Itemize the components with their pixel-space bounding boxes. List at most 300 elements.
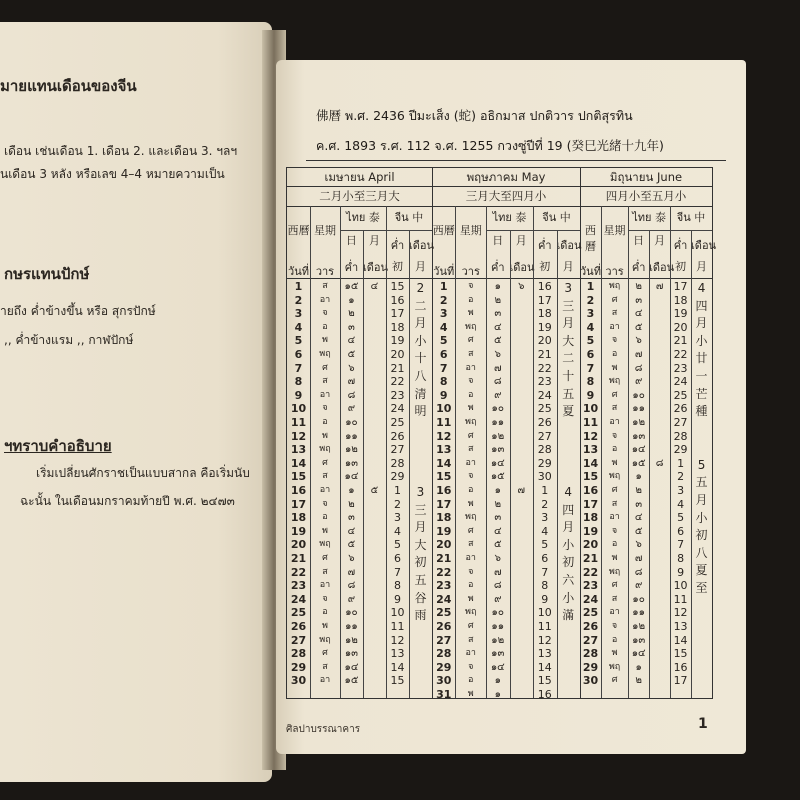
column-header-text: ไทย 泰 <box>632 211 666 224</box>
day-number: 3 <box>439 307 448 321</box>
column-divider <box>691 230 692 698</box>
thai-lunar-day: ๑๑ <box>345 621 358 632</box>
weekday-abbr: อา <box>609 321 620 332</box>
chinese-lunar-day: 12 <box>390 633 405 647</box>
thai-lunar-day: ๑๐ <box>632 593 645 605</box>
weekday-abbr: ศ <box>322 553 328 563</box>
thai-lunar-day: ๑๔ <box>344 661 359 673</box>
chinese-lunar-day: 22 <box>673 348 688 361</box>
thai-lunar-month: ๕ <box>370 485 379 496</box>
day-number: 18 <box>582 511 599 525</box>
thai-lunar-day: ๑ <box>494 281 501 292</box>
day-number: 13 <box>582 443 599 457</box>
weekday-abbr: ศ <box>322 362 328 373</box>
column-header-text: จีน 中 <box>676 211 706 224</box>
thai-lunar-day: ๓ <box>348 321 355 333</box>
left-heading-chinese-months: มายแทนเดือนของจีน <box>0 77 137 95</box>
thai-lunar-day: ๗ <box>347 566 356 578</box>
thai-lunar-day: ๔ <box>347 525 356 537</box>
thai-lunar-day: ๕ <box>634 525 643 537</box>
thai-lunar-day: ๙ <box>634 376 643 388</box>
weekday-abbr: พฤ <box>319 349 331 359</box>
day-number: 27 <box>436 633 452 647</box>
day-number: 14 <box>290 456 307 470</box>
weekday-abbr: พ <box>611 648 618 659</box>
thai-lunar-day: ๑๓ <box>632 634 646 646</box>
chinese-lunar-day: 9 <box>677 565 685 579</box>
weekday-abbr: อา <box>319 294 331 305</box>
chinese-lunar-day: 6 <box>677 524 685 538</box>
column-header-text: 日 <box>492 234 504 247</box>
weekday-abbr: ส <box>468 539 474 550</box>
thai-lunar-day: ๖ <box>494 553 501 564</box>
column-header-text: 星期 <box>603 224 626 237</box>
weekday-abbr: ศ <box>611 580 618 591</box>
chinese-month-label: 2 二 月 小 十 八 清 明 <box>414 281 427 419</box>
chinese-header-divider <box>386 230 432 231</box>
chinese-month-label: 3 三 月 大 初 五 谷 雨 <box>414 485 427 623</box>
calendar-table <box>286 167 717 701</box>
chinese-lunar-day: 23 <box>390 388 405 402</box>
day-number: 9 <box>586 388 595 402</box>
chinese-lunar-day: 1 <box>677 456 685 470</box>
thai-lunar-day: ๓ <box>635 498 643 510</box>
weekday-abbr: อา <box>609 607 620 618</box>
weekday-abbr: พ <box>467 498 474 509</box>
chinese-lunar-day: 23 <box>673 361 688 375</box>
day-number: 25 <box>436 606 452 620</box>
weekday-abbr: ส <box>322 376 328 387</box>
thai-lunar-day: ๒ <box>635 675 642 687</box>
chinese-lunar-day: 5 <box>393 538 401 552</box>
weekday-abbr: ส <box>322 661 328 672</box>
column-header-text: 月 <box>368 234 380 247</box>
day-number: 1 <box>439 280 448 293</box>
weekday-abbr: อา <box>465 648 476 659</box>
chinese-lunar-day: 1 <box>393 484 401 497</box>
day-number: 15 <box>582 470 599 484</box>
chinese-lunar-day: 26 <box>537 416 552 429</box>
thai-lunar-day: ๔ <box>347 335 356 347</box>
chinese-lunar-day: 4 <box>393 524 401 538</box>
thai-header-divider <box>628 230 670 231</box>
thai-lunar-day: ๙ <box>347 593 356 605</box>
weekday-abbr: พฤ <box>608 376 621 387</box>
chinese-month-label: 4 四 月 小 初 六 小 滿 <box>562 485 575 623</box>
weekday-abbr: จ <box>322 498 328 509</box>
day-number: 12 <box>290 429 307 443</box>
day-number: 19 <box>582 524 599 538</box>
day-number: 29 <box>290 660 307 674</box>
chinese-lunar-day: 24 <box>390 402 405 416</box>
weekday-abbr: อ <box>468 389 474 400</box>
day-number: 20 <box>436 538 452 552</box>
chinese-lunar-day: 18 <box>673 293 688 307</box>
thai-lunar-day: ๖ <box>635 539 642 551</box>
weekday-abbr: พฤ <box>319 634 331 645</box>
chinese-lunar-day: 18 <box>390 320 405 334</box>
chinese-lunar-day: 7 <box>677 538 685 552</box>
column-header-text: 日 <box>345 234 357 247</box>
month-name: เมษายน April <box>287 168 432 187</box>
column-header-text: จีน 中 <box>542 211 571 224</box>
thai-lunar-day: ๑๐ <box>491 607 504 619</box>
thai-lunar-day: ๑๓ <box>491 648 505 660</box>
chinese-lunar-day: 17 <box>673 674 688 688</box>
chinese-lunar-day: 24 <box>673 375 688 389</box>
day-number: 27 <box>582 633 599 647</box>
day-number: 12 <box>436 429 452 443</box>
day-number: 7 <box>294 361 303 375</box>
chinese-lunar-day: 16 <box>537 280 552 293</box>
chinese-lunar-day: 1 <box>541 484 549 497</box>
thai-lunar-day: ๗ <box>634 349 643 360</box>
day-number: 8 <box>294 375 303 389</box>
weekday-abbr: ศ <box>611 675 618 686</box>
thai-lunar-day: ๑ <box>635 661 642 673</box>
column-header-text: 初 <box>391 260 403 273</box>
thai-lunar-day: ๑๔ <box>631 444 646 456</box>
column-header-text: เดือน <box>509 261 535 274</box>
weekday-abbr: พ <box>611 457 618 468</box>
column-divider <box>409 230 410 698</box>
thai-lunar-day: ๓ <box>494 308 502 320</box>
thai-lunar-day: ๑๓ <box>344 457 359 469</box>
column-header-text: ค่ำ <box>491 261 505 274</box>
thai-header-divider <box>340 230 386 231</box>
chinese-lunar-day: 28 <box>673 429 688 443</box>
day-number: 18 <box>290 511 307 525</box>
column-header-text: วันที่ <box>288 265 309 278</box>
weekday-abbr: พฤ <box>608 281 621 291</box>
chinese-lunar-day: 3 <box>393 511 401 525</box>
chinese-lunar-day: 29 <box>390 470 405 484</box>
thai-lunar-day: ๑๓ <box>632 430 646 442</box>
weekday-abbr: อ <box>611 349 618 359</box>
day-number: 19 <box>290 524 307 538</box>
chinese-lunar-day: 11 <box>537 620 552 633</box>
day-number: 28 <box>582 647 599 661</box>
day-number: 4 <box>439 320 448 334</box>
thai-lunar-day: ๑๐ <box>632 389 645 401</box>
thai-lunar-day: ๑๐ <box>345 417 358 428</box>
thai-lunar-day: ๖ <box>348 553 355 564</box>
thai-lunar-day: ๑๕ <box>631 457 646 469</box>
column-header-text: ค่ำ <box>631 261 646 274</box>
thai-lunar-day: ๑ <box>494 675 501 687</box>
day-number: 3 <box>586 307 595 321</box>
column-header-text: 月 <box>414 260 426 273</box>
weekday-abbr: จ <box>611 621 618 631</box>
day-number: 10 <box>436 402 452 416</box>
thai-lunar-day: ๘ <box>493 580 502 592</box>
chinese-lunar-day: 16 <box>673 660 688 674</box>
day-number: 22 <box>290 565 307 579</box>
chinese-lunar-day: 8 <box>393 579 401 593</box>
thai-lunar-day: ๑๕ <box>490 471 505 483</box>
thai-lunar-day: ๘ <box>634 566 643 578</box>
weekday-abbr: จ <box>468 661 474 672</box>
thai-lunar-day: ๓ <box>635 294 643 306</box>
left-text-line: ,, ค่ำข้างแรม ,, กาฬปักษ์ <box>4 333 134 347</box>
weekday-abbr: จ <box>468 281 474 291</box>
thai-lunar-month: ๗ <box>517 485 526 496</box>
chinese-lunar-day: 19 <box>390 334 405 348</box>
thai-lunar-day: ๑ <box>494 689 501 700</box>
thai-lunar-day: ๒ <box>348 308 355 320</box>
chinese-lunar-day: 20 <box>390 348 405 361</box>
column-header-text: ค่ำ <box>344 261 359 274</box>
chinese-lunar-day: 4 <box>677 497 685 511</box>
weekday-abbr: ศ <box>467 621 474 631</box>
day-number: 15 <box>436 470 452 484</box>
chinese-lunar-day: 3 <box>677 484 685 497</box>
chinese-lunar-day: 29 <box>537 456 552 470</box>
weekday-abbr: อา <box>609 512 620 523</box>
column-header-text: เดือน <box>556 239 582 252</box>
chinese-lunar-day: 15 <box>390 674 405 688</box>
chinese-lunar-day: 26 <box>390 429 405 443</box>
thai-lunar-day: ๑๒ <box>344 634 358 646</box>
thai-lunar-day: ๒ <box>494 294 502 306</box>
chinese-lunar-day: 27 <box>673 416 688 429</box>
day-number: 10 <box>582 402 599 416</box>
right-page <box>276 60 746 754</box>
weekday-abbr: ส <box>468 444 474 455</box>
thai-lunar-day: ๑๐ <box>491 403 504 415</box>
chinese-lunar-day: 6 <box>393 552 401 565</box>
chinese-lunar-day: 25 <box>537 402 552 416</box>
thai-lunar-day: ๑๑ <box>491 621 505 632</box>
thai-lunar-day: ๖ <box>635 335 642 347</box>
chinese-lunar-day: 21 <box>673 334 688 348</box>
weekday-abbr: อ <box>322 512 328 523</box>
chinese-lunar-day: 9 <box>393 592 401 606</box>
chinese-lunar-day: 7 <box>541 565 549 579</box>
chinese-lunar-day: 16 <box>390 293 405 307</box>
day-number: 12 <box>582 429 599 443</box>
thai-lunar-day: ๑๒ <box>491 634 505 646</box>
column-header-text: 初 <box>539 260 551 273</box>
day-number: 10 <box>290 402 307 416</box>
weekday-abbr: จ <box>322 403 328 414</box>
weekday-abbr: อ <box>468 294 474 305</box>
thai-lunar-day: ๘ <box>634 362 643 374</box>
thai-lunar-day: ๑๕ <box>344 675 359 687</box>
thai-lunar-day: ๑๔ <box>490 457 505 469</box>
thai-lunar-month: ๗ <box>655 281 664 292</box>
column-header-text: วาร <box>605 265 624 278</box>
thai-lunar-day: ๕ <box>493 539 502 551</box>
header-rule <box>306 160 726 161</box>
weekday-abbr: จ <box>468 376 474 387</box>
weekday-abbr: อา <box>609 417 620 427</box>
chinese-lunar-day: 27 <box>537 429 552 443</box>
weekday-abbr: พฤ <box>608 471 621 482</box>
thai-lunar-day: ๔ <box>634 512 643 524</box>
month-block <box>580 168 717 698</box>
thai-lunar-day: ๖ <box>494 349 501 360</box>
thai-lunar-day: ๑ <box>494 485 501 496</box>
day-number: 26 <box>582 620 599 633</box>
weekday-abbr: ศ <box>611 485 618 495</box>
day-number: 6 <box>586 348 595 361</box>
calendar-header-line1: 佛曆 พ.ศ. 2436 ปีมะเส็ง (蛇) อธิกมาส ปกติวาร ปกติสุรทิน <box>316 108 633 123</box>
chinese-lunar-day: 23 <box>537 375 552 389</box>
day-number: 14 <box>582 456 599 470</box>
weekday-abbr: อา <box>319 485 331 495</box>
day-number: 13 <box>436 443 452 457</box>
weekday-abbr: พฤ <box>465 417 477 427</box>
weekday-abbr: อ <box>611 444 618 455</box>
chinese-lunar-day: 2 <box>677 470 685 484</box>
chinese-lunar-day: 10 <box>537 606 552 620</box>
day-number: 16 <box>436 484 452 497</box>
thai-lunar-day: ๕ <box>634 321 643 333</box>
chinese-lunar-day: 8 <box>541 579 549 593</box>
month-block <box>287 168 433 698</box>
chinese-lunar-day: 15 <box>390 280 405 293</box>
chinese-lunar-day: 20 <box>537 334 552 348</box>
day-number: 22 <box>436 565 452 579</box>
day-number: 20 <box>290 538 307 552</box>
chinese-lunar-day: 25 <box>673 388 688 402</box>
left-text-line: ายถึง ค่ำข้างขึ้น หรือ สุกรปักษ์ <box>0 304 156 318</box>
day-number: 24 <box>582 592 599 606</box>
thai-lunar-day: ๔ <box>493 321 502 333</box>
column-header-text: 日 <box>633 234 645 247</box>
column-header-text: ไทย 泰 <box>346 211 380 224</box>
column-header-text: 月 <box>696 260 708 273</box>
chinese-lunar-day: 3 <box>541 511 549 525</box>
weekday-abbr: ศ <box>322 648 328 659</box>
column-header-text: ค่ำ <box>390 239 405 252</box>
thai-lunar-day: ๑๔ <box>631 648 646 660</box>
thai-lunar-day: ๕ <box>493 335 502 347</box>
weekday-abbr: พ <box>467 308 474 319</box>
weekday-abbr: อา <box>465 362 476 373</box>
weekday-abbr: พ <box>611 362 618 373</box>
thai-lunar-day: ๘ <box>347 389 356 401</box>
day-number: 30 <box>290 674 307 688</box>
weekday-abbr: ส <box>611 498 618 509</box>
chinese-lunar-day: 22 <box>537 361 552 375</box>
chinese-lunar-day: 12 <box>537 633 552 647</box>
chinese-lunar-day: 21 <box>537 348 552 361</box>
left-heading-fortnight: กษรแทนปักษ์ <box>4 265 90 283</box>
chinese-lunar-day: 30 <box>537 470 552 484</box>
chinese-lunar-day: 17 <box>673 280 688 293</box>
day-number: 3 <box>294 307 303 321</box>
day-number: 21 <box>436 552 452 565</box>
day-number: 26 <box>290 620 307 633</box>
weekday-abbr: พฤ <box>465 321 477 332</box>
weekday-abbr: ส <box>468 349 474 359</box>
chinese-month-label: 3 三 月 大 二 十 五 夏 <box>562 281 575 419</box>
day-number: 24 <box>290 592 307 606</box>
day-number: 17 <box>582 497 599 511</box>
weekday-abbr: อ <box>468 675 474 686</box>
chinese-header-divider <box>670 230 712 231</box>
weekday-abbr: จ <box>322 593 328 604</box>
day-number: 1 <box>294 280 303 293</box>
month-block <box>432 168 582 701</box>
column-divider <box>510 230 511 698</box>
chinese-lunar-day: 17 <box>390 307 405 321</box>
chinese-lunar-day: 19 <box>673 307 688 321</box>
chinese-lunar-day: 13 <box>673 620 688 633</box>
chinese-lunar-day: 10 <box>390 606 405 620</box>
chinese-lunar-day: 8 <box>677 552 685 565</box>
left-heading-explanation: ฯทราบคำอธิบาย <box>4 437 112 455</box>
day-number: 5 <box>294 334 303 348</box>
weekday-abbr: อ <box>322 321 328 332</box>
day-number: 4 <box>294 320 303 334</box>
weekday-abbr: อา <box>465 457 476 468</box>
day-number: 20 <box>582 538 599 552</box>
thai-lunar-day: ๑๒ <box>632 621 646 632</box>
month-chinese-range: 三月大至四月小 <box>432 186 580 207</box>
column-header-row <box>432 206 580 279</box>
weekday-abbr: ศ <box>467 430 474 441</box>
chinese-lunar-day: 4 <box>541 524 549 538</box>
day-number: 16 <box>290 484 307 497</box>
day-number: 6 <box>294 348 303 361</box>
weekday-abbr: จ <box>322 308 328 319</box>
day-number: 11 <box>582 416 599 429</box>
column-header-text: เดือน <box>362 261 388 274</box>
chinese-lunar-day: 13 <box>537 647 552 661</box>
thai-lunar-month: ๘ <box>655 457 664 469</box>
thai-lunar-day: ๑๑ <box>632 607 645 619</box>
weekday-abbr: พ <box>322 525 328 536</box>
thai-lunar-day: ๖ <box>348 362 355 374</box>
weekday-abbr: ศ <box>322 457 328 468</box>
chinese-lunar-day: 5 <box>677 511 685 525</box>
thai-lunar-day: ๙ <box>634 580 643 592</box>
thai-lunar-day: ๒ <box>635 281 642 292</box>
chinese-lunar-day: 2 <box>541 497 549 511</box>
chinese-lunar-day: 7 <box>393 565 401 579</box>
day-number: 17 <box>290 497 307 511</box>
day-number: 29 <box>436 660 452 674</box>
weekday-abbr: พฤ <box>319 444 331 455</box>
thai-lunar-month: ๖ <box>518 281 525 292</box>
day-number: 23 <box>582 579 599 593</box>
weekday-abbr: พ <box>467 689 474 699</box>
column-header-text: 月 <box>515 234 527 247</box>
thai-lunar-day: ๗ <box>494 566 502 578</box>
weekday-abbr: ส <box>322 566 328 577</box>
column-header-text: ค่ำ <box>537 239 552 252</box>
column-header-text: วาร <box>461 265 480 278</box>
thai-lunar-day: ๒ <box>635 485 642 496</box>
weekday-abbr: ศ <box>611 294 618 305</box>
weekday-abbr: ส <box>468 634 474 645</box>
chinese-lunar-day: 25 <box>390 416 405 429</box>
thai-lunar-day: ๑ <box>348 485 355 496</box>
chinese-lunar-day: 14 <box>537 660 552 674</box>
chinese-lunar-day: 26 <box>673 402 688 416</box>
chinese-lunar-day: 2 <box>393 497 401 511</box>
weekday-abbr: อ <box>322 417 328 427</box>
thai-lunar-day: ๑๒ <box>344 444 358 456</box>
chinese-lunar-day: 21 <box>390 361 405 375</box>
day-number: 4 <box>586 320 595 334</box>
weekday-abbr: ส <box>322 471 328 482</box>
day-number: 23 <box>290 579 307 593</box>
day-number: 14 <box>436 456 452 470</box>
